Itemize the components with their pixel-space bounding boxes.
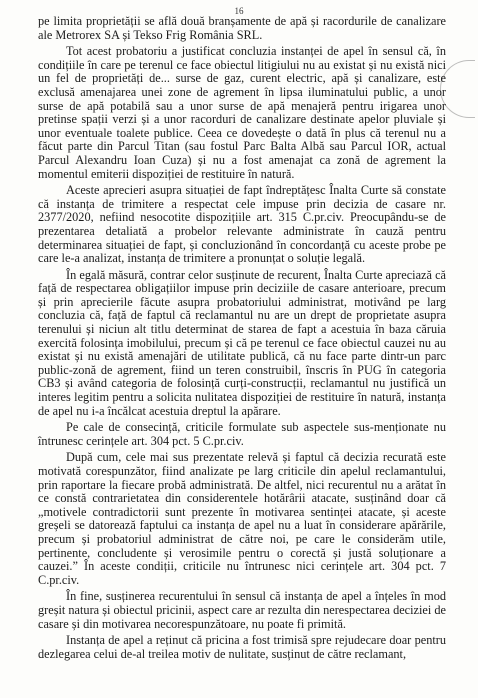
paragraph: În egală măsură, contrar celor susținute de recurent, Înalta Curte apreciază că față de respectarea obligațiilor impuse prin deciziile de casare anterioare, precum și prin aprecierile făcute asupra probatoriului administrat, motivând pe larg concluzia că, față de faptul că reclamantul nu are un drept de proprietate asupra terenului și niciun alt titlu determinat de starea de fapt a acestuia în baza căruia exercită folosința imobilului, precum și că pe terenul ce face obiectul cauzei nu au existat și nu există amenajări de utilitate publică, că nu face parte dintr-un parc public-zonă de agrement, fiind un teren construibil, înscris în PUG în categoria CB3 și având categoria de folosință curți-construcții, reclamantul nu justifică un interes legitim pentru a solicita nulitatea dispoziției de restituire în natură, instanța de apel nu i-a încălcat acestuia dreptul la apărare.	[38, 267, 446, 418]
document-body	[38, 15, 446, 661]
paragraph: Tot acest probatoriu a justificat concluzia instanței de apel în sensul că, în condițiile în care pe terenul ce face obiectul litigiului nu au existat și nu există nici un fel de proprietăți de... surse de gaz, curent electric, apă și canalizare, este exclusă amenajarea unei zone de agrement în lipsa iluminatului public, a unor surse de apă potabilă sau a unor surse de apă menajeră pentru irigarea unor pretinse spații verzi și a unor racorduri de canalizare destinate apelor pluviale și unor eventuale toalete publice. Ceea ce dovedește o dată în plus că terenul nu a făcut parte din Parcul Titan (sau fostul Parc Balta Albă sau Parcul IOR, actual Parcul Alexandru Ioan Cuza) și nu a fost amenajat ca zonă de agrement la momentul emiterii dispoziției de restituire în natură.	[38, 44, 446, 181]
page-number: 16	[234, 6, 244, 16]
paragraph: Pe cale de consecință, criticile formulate sub aspectele sus-menționate nu întrunesc cerințele art. 304 pct. 5 C.pr.civ.	[38, 420, 446, 448]
paragraph: Instanța de apel a reținut că pricina a fost trimisă spre rejudecare doar pentru dezlegarea celui de-al treilea motiv de nulitate, susținut de către reclamant,	[38, 633, 446, 661]
paragraph: pe limita proprietății se află două branșamente de apă și racordurile de canalizare ale Metrorex SA și Tekso Frig România SRL.	[38, 14, 446, 42]
paragraph: După cum, cele mai sus prezentate relevă și faptul că decizia recurată este motivată corespunzător, fiind analizate pe larg criticile din apelul reclamantului, prin raportare la fiecare probă administrată. De altfel, nici recurentul nu a arătat în ce constă contrarietatea din considerentele hotărârii atacate, susținând doar că „motivele contradictorii sunt prezente în motivarea sentinței atacate, și aceste greșeli se datorează faptului ca instanța de apel nu a luat în considerare apărările, precum și probatoriul administrat de către noi, pe care le considerăm utile, pertinente, concludente și verosimile pentru o corectă și justă soluționare a cauzei.” În aceste condiții, criticile nu întrunesc nici cerințele art. 304 pct. 7 C.pr.civ.	[38, 450, 446, 587]
paragraph: Aceste aprecieri asupra situației de fapt îndreptățesc Înalta Curte să constate că instanța de trimitere a respectat cele impuse prin decizia de casare nr. 2377/2020, nefiind nesocotite dispozițiile art. 315 C.pr.civ. Preocupându-se de prezentarea detaliată a probelor relevante administrate în cauză pentru determinarea situației de fapt, și concluzionând în concordanță cu aceste probe pe care le-a analizat, instanța de trimitere a pronunțat o soluție legală.	[38, 183, 446, 266]
paragraph: În fine, susținerea recurentului în sensul că instanța de apel a înțeles în mod greșit natura și obiectul pricinii, aspect care ar rezulta din nerespectarea deciziei de casare și din motivarea necorespunzătoare, nu poate fi primită.	[38, 589, 446, 631]
